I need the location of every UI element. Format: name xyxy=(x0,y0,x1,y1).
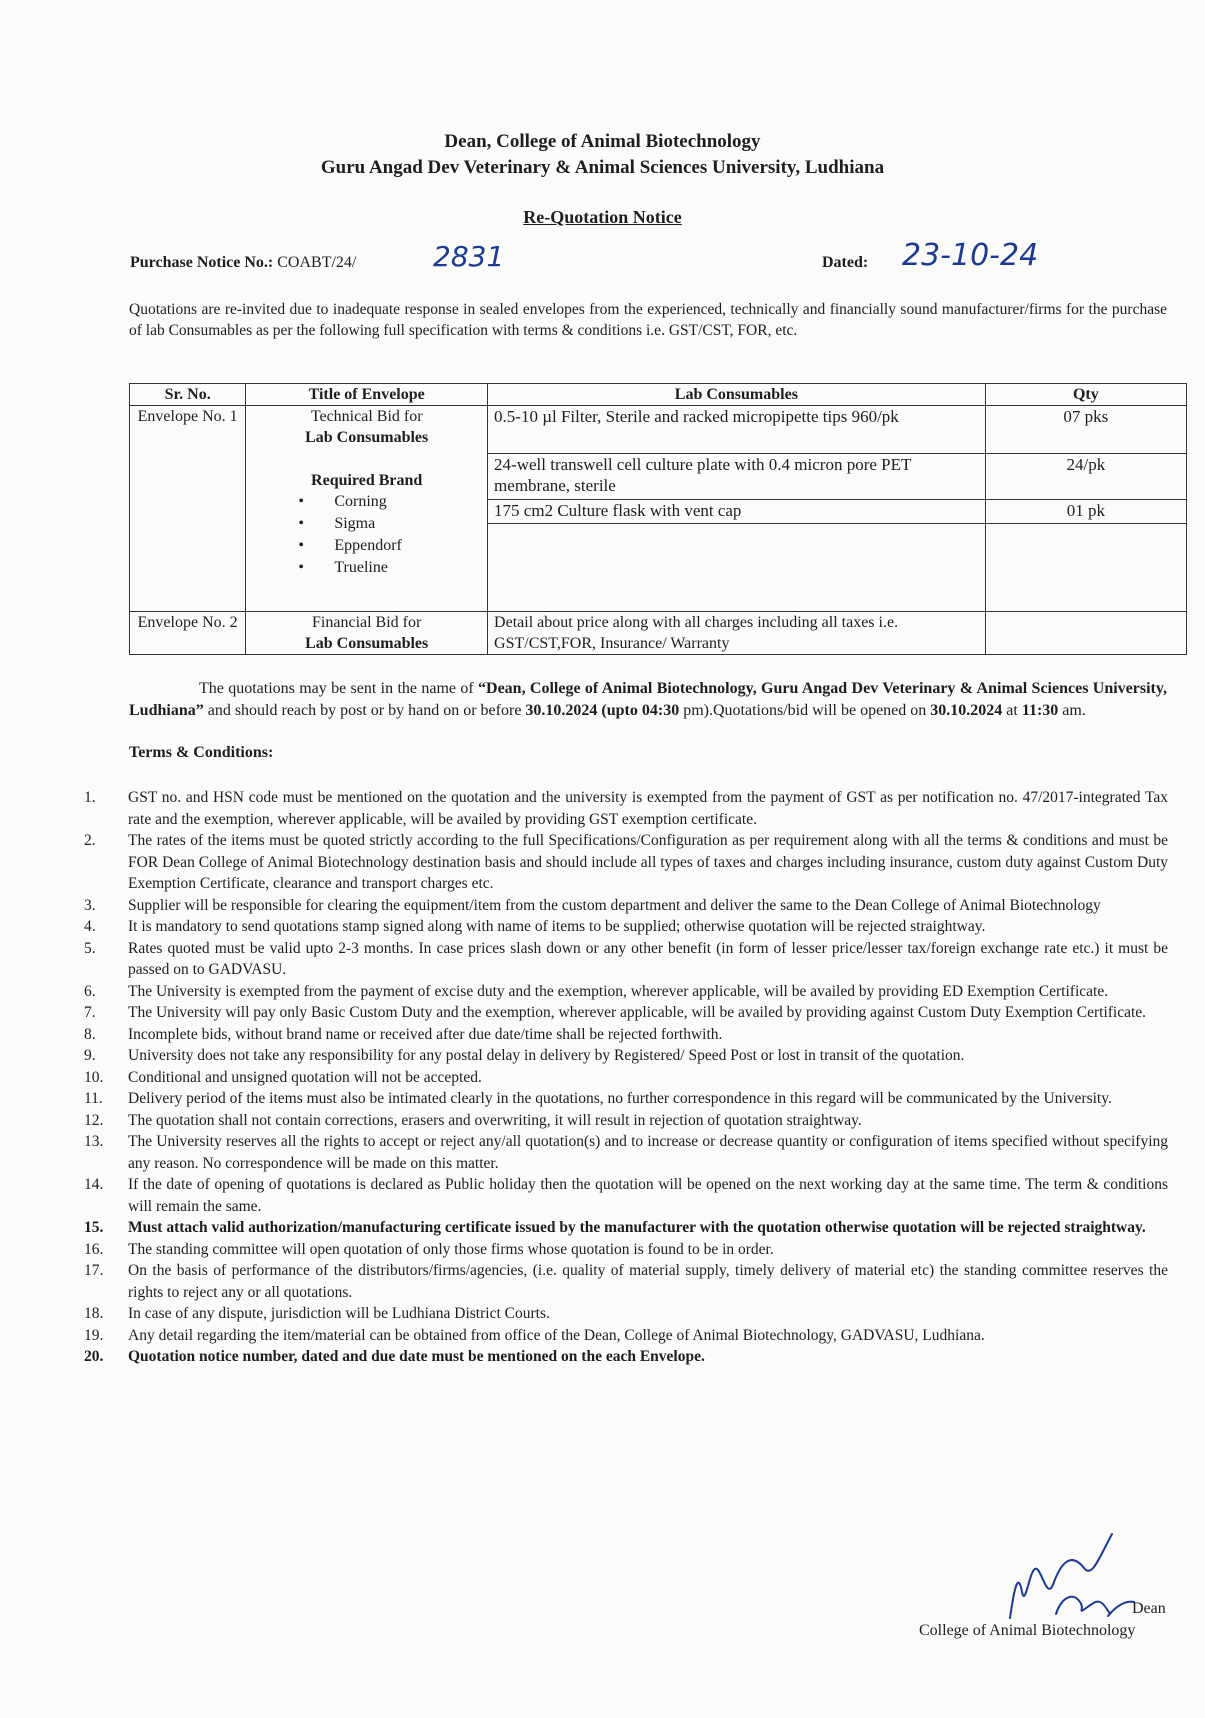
term-item xyxy=(78,1260,1168,1303)
term-text: Must attach valid authorization/manufacturing certificate issued by the manufacturer with the quotation otherwise quotation will be rejected straightway. xyxy=(128,1219,1146,1236)
term-item xyxy=(78,895,1168,917)
list-item: • Eppendorf xyxy=(298,535,481,557)
signature-role: Dean xyxy=(1132,1600,1166,1617)
term-text: It is mandatory to send quotations stamp signed along with name of items to be supplied; otherwise quotation will be rejected straightway. xyxy=(128,918,986,935)
term-item xyxy=(78,1217,1168,1239)
purchase-notice-prefix: COABT/24/ xyxy=(277,254,357,271)
term-item xyxy=(78,916,1168,938)
term-text: Incomplete bids, without brand name or received after due date/time shall be rejected forthwith. xyxy=(128,1025,723,1043)
envelope-2-title xyxy=(246,612,488,655)
terms-list xyxy=(78,787,1168,1368)
term-text: Conditional and unsigned quotation will not be accepted. xyxy=(128,1068,482,1086)
term-item xyxy=(78,830,1168,895)
purchase-notice-number xyxy=(130,240,505,273)
term-item xyxy=(78,1325,1168,1347)
submission-text: The quotations may be sent in the name of xyxy=(199,680,479,697)
opening-date: 30.10.2024 xyxy=(930,702,1003,719)
opening-time: 11:30 xyxy=(1021,702,1059,719)
term-text: The rates of the items must be quoted strictly according to the full Specifications/Configuration as per requirement along with all the terms & conditions and must be FOR Dean College of Animal Biotechnology destination basis and should include all types of taxes and charges including insurance, custom duty against Custom Duty Exemption Certificate, clearance and transport charges etc. xyxy=(128,832,1168,892)
term-text: The University will pay only Basic Custom Duty and the exemption, wherever applicable, will be availed by providing against Custom Duty Exemption Certificate. xyxy=(128,1004,1147,1021)
term-text: The University is exempted from the payment of excise duty and the exemption, wherever applicable, will be availed by providing ED Exemption Certificate. xyxy=(128,982,1109,1000)
term-text: In case of any dispute, jurisdiction will be Ludhiana District Courts. xyxy=(128,1305,550,1322)
empty-cell xyxy=(488,524,986,612)
empty-cell xyxy=(985,612,1186,655)
term-number: 4. xyxy=(84,918,96,935)
brand-list xyxy=(252,491,481,579)
term-text: Delivery period of the items must also be intimated clearly in the quotations, no further correspondence in this regard will be communicated by the University. xyxy=(128,1090,1112,1107)
term-number: 19. xyxy=(84,1326,104,1344)
envelope-2-sr: Envelope No. 2 xyxy=(130,612,246,655)
term-number: 11. xyxy=(84,1090,103,1107)
terms-heading: Terms & Conditions: xyxy=(129,744,274,761)
term-text: Supplier will be responsible for clearing the equipment/item from the custom department and deliver the same to the Dean College of Animal Biotechnology xyxy=(128,896,1101,914)
term-item xyxy=(78,1303,1168,1325)
list-item: • Trueline xyxy=(298,557,481,579)
term-number: 18. xyxy=(84,1305,104,1322)
submission-due-date: 30.10.2024 (upto 04:30 xyxy=(525,702,680,719)
notice-title-text: Re-Quotation Notice xyxy=(523,207,682,227)
term-number: 13. xyxy=(84,1133,104,1150)
table-row xyxy=(130,612,1187,655)
term-number: 10. xyxy=(84,1068,104,1086)
term-number: 16. xyxy=(84,1240,104,1258)
submission-addressee: “Dean, College of Animal Biotechnology, Guru Angad Dev Veterinary & Animal Sciences University, Ludhiana” xyxy=(129,680,1167,719)
term-text: The standing committee will open quotation of only those firms whose quotation is found to be in order. xyxy=(128,1240,774,1258)
envelope-1-title xyxy=(246,406,488,612)
dated-label: Dated: xyxy=(822,254,869,271)
term-text: GST no. and HSN code must be mentioned on the quotation and the university is exempted from the payment of GST as per notification no. 47/2017-integrated Tax rate and the exemption, wherever applicable, will be availed by providing GST exemption certificate. xyxy=(128,789,1168,828)
term-number: 6. xyxy=(84,982,96,1000)
submission-text: and should reach by post or by hand on or before xyxy=(203,702,526,719)
envelope-table xyxy=(129,383,1187,655)
envelope-2-detail: Detail about price along with all charges including all taxes i.e. GST/CST,FOR, Insurance/ Warranty xyxy=(488,612,986,655)
header-line-2: Guru Angad Dev Veterinary & Animal Sciences University, Ludhiana xyxy=(320,157,885,178)
signature-organization: College of Animal Biotechnology xyxy=(919,1622,1136,1639)
envelope-1-title-line2: Lab Consumables xyxy=(305,429,429,446)
envelope-1-sr: Envelope No. 1 xyxy=(130,406,246,612)
item-name: 24-well transwell cell culture plate with 0.4 micron pore PET membrane, sterile xyxy=(488,454,986,500)
term-number: 7. xyxy=(84,1004,96,1021)
envelope-2-title-line2: Lab Consumables xyxy=(305,635,429,652)
col-header-qty: Qty xyxy=(985,384,1186,406)
term-number: 1. xyxy=(84,789,96,806)
term-text: On the basis of performance of the distributors/firms/agencies, (i.e. quality of material supply, timely delivery of material etc) the standing committee reserves the rights to reject any or all quotations. xyxy=(128,1262,1168,1301)
item-qty: 24/pk xyxy=(985,454,1186,500)
envelope-1-title-line1: Technical Bid for xyxy=(310,408,423,425)
term-item xyxy=(78,1131,1168,1174)
term-number: 2. xyxy=(84,832,96,849)
term-item xyxy=(78,787,1168,830)
term-text: If the date of opening of quotations is declared as Public holiday then the quotation will be opened on the next working day at the same time. The term & conditions will remain the same. xyxy=(128,1176,1168,1215)
submission-text: am. xyxy=(1058,702,1086,719)
submission-paragraph xyxy=(129,678,1167,722)
term-text: Quotation notice number, dated and due date must be mentioned on the each Envelope. xyxy=(128,1348,705,1365)
term-item xyxy=(78,1088,1168,1110)
purchase-notice-label: Purchase Notice No.: xyxy=(130,254,274,271)
handwritten-notice-number: 2831 xyxy=(433,240,505,273)
item-qty: 07 pks xyxy=(985,406,1186,454)
term-item xyxy=(78,981,1168,1003)
list-item: • Sigma xyxy=(298,513,481,535)
notice-title xyxy=(0,207,1205,228)
col-header-consumables: Lab Consumables xyxy=(488,384,986,406)
term-number: 14. xyxy=(84,1176,104,1193)
term-item xyxy=(78,1239,1168,1261)
term-item xyxy=(78,938,1168,981)
item-name: 0.5-10 µl Filter, Sterile and racked micropipette tips 960/pk xyxy=(488,406,986,454)
term-number: 9. xyxy=(84,1047,96,1064)
intro-paragraph: Quotations are re-invited due to inadequate response in sealed envelopes from the experienced, technically and financially sound manufacturer/firms for the purchase of lab Consumables as per the following full specification with terms & conditions i.e. GST/CST, FOR, etc. xyxy=(129,301,1167,339)
required-brand-heading: Required Brand xyxy=(311,472,423,489)
col-header-sr: Sr. No. xyxy=(130,384,246,406)
term-text: The University reserves all the rights to accept or reject any/all quotation(s) and to increase or decrease quantity or configuration of items specified without specifying any reason. No correspondence will be made on this matter. xyxy=(128,1133,1168,1172)
empty-cell xyxy=(985,524,1186,612)
table-header-row xyxy=(130,384,1187,406)
term-number: 5. xyxy=(84,939,96,957)
term-number: 15. xyxy=(84,1219,104,1236)
term-number: 17. xyxy=(84,1262,104,1279)
list-item: • Corning xyxy=(298,491,481,513)
term-item xyxy=(78,1174,1168,1217)
term-item xyxy=(78,1045,1168,1067)
term-number: 20. xyxy=(84,1348,104,1365)
term-text: Any detail regarding the item/material can be obtained from office of the Dean, College of Animal Biotechnology, GADVASU, Ludhiana. xyxy=(128,1326,985,1344)
term-item xyxy=(78,1002,1168,1024)
term-item xyxy=(78,1067,1168,1089)
term-item xyxy=(78,1346,1168,1368)
header-line-1: Dean, College of Animal Biotechnology xyxy=(444,131,761,152)
submission-text: pm).Quotations/bid will be opened on xyxy=(679,702,931,719)
envelope-2-title-line1: Financial Bid for xyxy=(312,614,422,631)
term-text: The quotation shall not contain corrections, erasers and overwriting, it will result in rejection of quotation straightway. xyxy=(128,1111,862,1129)
handwritten-date: 23-10-24 xyxy=(902,238,1039,273)
term-number: 8. xyxy=(84,1025,96,1043)
table-row xyxy=(130,406,1187,454)
col-header-title: Title of Envelope xyxy=(246,384,488,406)
term-text: Rates quoted must be valid upto 2-3 months. In case prices slash down or any other benefit (in form of lesser price/lesser tax/foreign exchange rate etc.) it must be passed on to GADVASU. xyxy=(128,939,1168,978)
item-name: 175 cm2 Culture flask with vent cap xyxy=(488,500,986,524)
term-number: 3. xyxy=(84,896,96,914)
notice-date xyxy=(822,238,1039,273)
submission-text: at xyxy=(1002,702,1022,719)
term-number: 12. xyxy=(84,1111,104,1129)
term-item xyxy=(78,1110,1168,1132)
term-text: University does not take any responsibility for any postal delay in delivery by Registered/ Speed Post or lost in transit of the quotation. xyxy=(128,1047,965,1064)
item-qty: 01 pk xyxy=(985,500,1186,524)
term-item xyxy=(78,1024,1168,1046)
